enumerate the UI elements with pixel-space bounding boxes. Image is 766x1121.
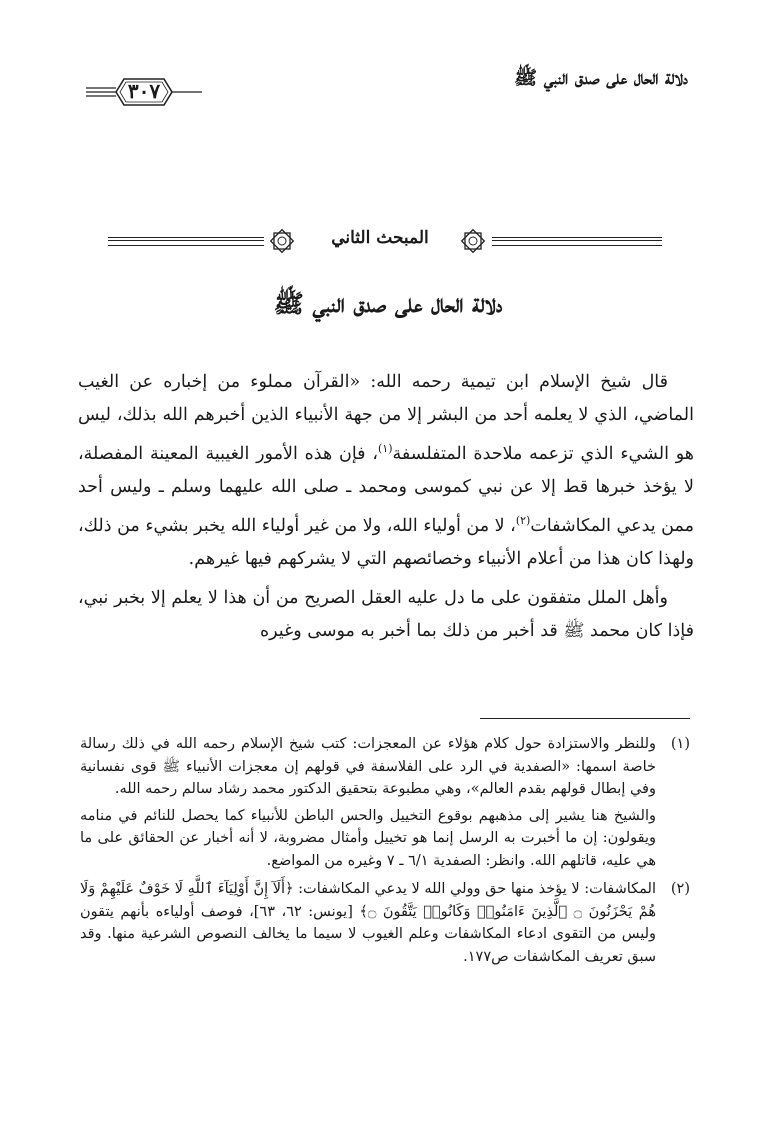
section-rule-left xyxy=(108,237,264,246)
star-ornament-icon xyxy=(267,226,297,256)
body-text xyxy=(78,366,694,648)
section-rule-right xyxy=(492,237,662,246)
footnote-ref[interactable]: (٢) xyxy=(515,513,531,527)
footnote-ref[interactable]: (١) xyxy=(378,442,393,455)
footnote xyxy=(80,878,690,968)
star-ornament-icon xyxy=(458,226,488,256)
page-number: ٣٠٧ xyxy=(127,79,161,103)
footnote xyxy=(80,733,690,872)
footnote-number: (٢) xyxy=(670,881,690,897)
footnote-text: وللنظر والاستزادة حول كلام هؤلاء عن المعجزات: كتب شيخ الإسلام رحمه الله في ذلك رسالة خاصة اسمها: «الصفدية في الرد على الفلاسفة في قولهم إن معجزات الأنبياء ﷺ قوى نفسانية وفي إبطال قولهم بقدم العالم»، وهي مطبوعة بتحقيق الدكتور محمد رشاد سالم رحمه الله. xyxy=(80,736,656,797)
running-header-title: دلالة الحال على صدق النبي ﷺ xyxy=(514,67,688,89)
paragraph: قال شيخ الإسلام ابن تيمية رحمه الله: «القرآن مملوء من إخباره عن الغيب الماضي، الذي لا يعلمه أحد من البشر إلا من جهة الأنبياء الذين أخبرهم الله بذلك، ليس هو الشيء الذي تزعمه ملاحدة المتفلسفة$^{(١)}$، فإن هذه الأمور الغيبية المعينة المفصلة، لا يؤخذ خبرها قط إلا عن نبي كموسى ومحمد ـ صلى الله عليهما وسلم ـ وليس أحد ممن يدعي المكاشفات$^{(٢)}$، لا من أولياء الله، ولا من غير أولياء الله يخبر بشيء من ذلك، ولهذا كان هذا من أعلام الأنبياء وخصائصهم التي لا يشركهم فيها غيرهم. xyxy=(77,372,695,569)
footnote-separator xyxy=(480,718,690,719)
section-title: دلالة الحال على صدق النبي ﷺ xyxy=(273,289,503,318)
page-number-ornament xyxy=(86,75,202,109)
footnote-number: (١) xyxy=(670,736,690,752)
footnote-text: المكاشفات: لا يؤخذ منها حق وولي الله لا يدعي المكاشفات: ﴿أَلَآ إِنَّ أَوْلِيَآءَ ٱللَّهِ لَا خَوْفٌ عَلَيْهِمْ وَلَا هُمْ يَحْزَنُونَ ۝ ٱلَّذِينَ ءَامَنُوا۟ وَكَانُوا۟ يَتَّقُونَ ۝﴾ [يونس: ٦٢، ٦٣]، فوصف أولياءه بأنهم يتقون وليس من التقوى ادعاء المكاشفات وعلم الغيوب لا سيما ما يخالف النصوص الشرعية منها. وقد سبق تعريف المكاشفات ص١٧٧. xyxy=(80,881,656,965)
paragraph: وأهل الملل متفقون على ما دل عليه العقل الصريح من أن هذا لا يعلم إلا بخبر نبي، فإذا كان محمد ﷺ قد أخبر من ذلك بما أخبر به موسى وغيره xyxy=(78,587,694,641)
section-label: المبحث الثاني xyxy=(331,228,429,248)
footnotes xyxy=(80,733,690,968)
footnote-text: والشيخ هنا يشير إلى مذهبهم بوقوع التخييل والحس الباطن للأنبياء كما يحصل للنائم في منامه ويقولون: إن ما أخبرت به الرسل إنما هو تخييل وأمثال مضروبة، لا أنه أخبار عن الحقائق على ما هي عليه، قاتلهم الله. وانظر: الصفدية ٦/١ ـ ٧ وغيره من المواضع. xyxy=(80,807,656,869)
